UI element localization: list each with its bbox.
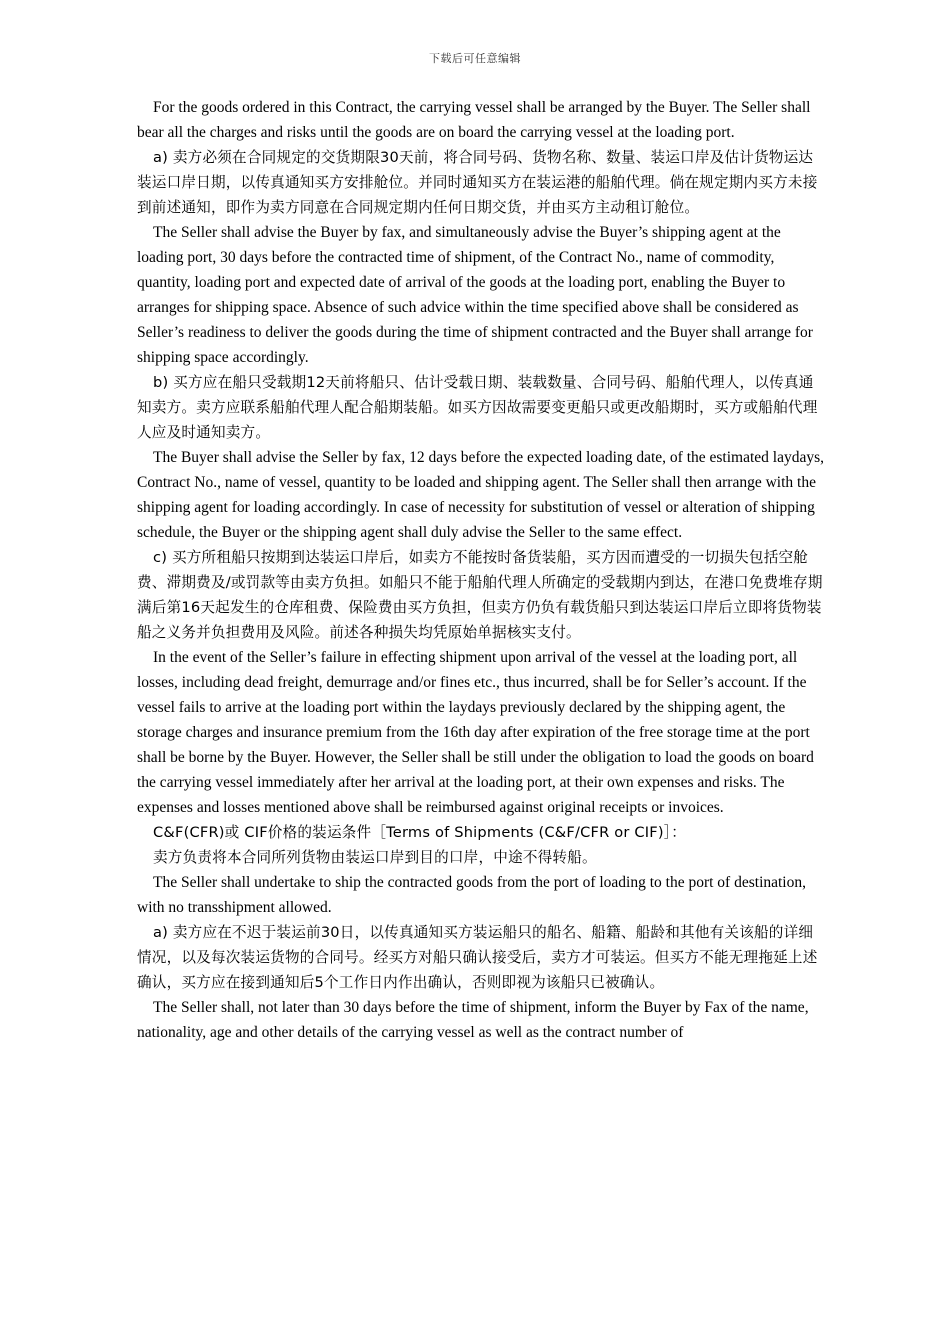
paragraph-clause-b-zh: b) 买方应在船只受载期12天前将船只、估计受载日期、装载数量、合同号码、船舶代理人，以传真通知卖方。卖方应联系船舶代理人配合船期装船。如买方因故需要变更船只或更改船期时，买方或船舶代理人应及时通知卖方。	[137, 374, 818, 441]
paragraph-buyer-arranges-vessel: For the goods ordered in this Contract, the carrying vessel shall be arranged by the Buyer. The Seller shall bear all the charges and risks until the goods are on board the carrying vessel at the loading port.	[137, 99, 811, 141]
page-header: 下载后可任意编辑	[429, 52, 521, 65]
paragraph-clause-c-en: In the event of the Seller’s failure in effecting shipment upon arrival of the vessel at the loading port, all losses, including dead freight, demurrage and/or fines etc., thus incurred, shall be for Seller’s account. If the vessel fails to arrive at the loading port within the laydays previously declared by the shipping agent, the storage charges and insurance premium from the 16th day after expiration of the free storage time at the port shall be borne by the Buyer. However, the Seller shall be still under the obligation to load the goods on board the carrying vessel immediately after her arrival at the loading port, at their own expenses and risks. The expenses and losses mentioned above shall be reimbursed against original receipts or invoices.	[137, 649, 814, 816]
paragraph-cfr-clause-a-zh: a) 卖方应在不迟于装运前30日，以传真通知买方装运船只的船名、船籍、船龄和其他有关该船的详细情况，以及每次装运货物的合同号。经买方对船只确认接受后，卖方才可装运。但买方不能无理拖延上述确认，买方应在接到通知后5个工作日内作出确认，否则即视为该船只已被确认。	[137, 924, 818, 991]
section-heading-cfr-cif: C&F(CFR)或 CIF价格的装运条件［Terms of Shipments (C&F/CFR or CIF)］：	[153, 824, 687, 841]
paragraph-clause-a-en: The Seller shall advise the Buyer by fax, and simultaneously advise the Buyer’s shipping agent at the loading port, 30 days before the contracted time of shipment, of the Contract No., name of commodity, quantity, loading port and expected date of arrival of the goods at the loading port, enabling the Buyer to arranges for shipping space. Absence of such advice within the time specified above shall be considered as Seller’s readiness to deliver the goods during the time of shipment contracted and the Buyer shall arrange for shipping space accordingly.	[137, 224, 813, 366]
paragraph-clause-a-zh: a) 卖方必须在合同规定的交货期限30天前，将合同号码、货物名称、数量、装运口岸及估计货物运达装运口岸日期，以传真通知买方安排舱位。并同时通知买方在装运港的船舶代理。倘在规定期内买方未接到前述通知，即作为卖方同意在合同规定期内任何日期交货，并由买方主动租订舱位。	[137, 149, 818, 216]
paragraph-clause-b-en: The Buyer shall advise the Seller by fax, 12 days before the expected loading date, of the estimated laydays, Contract No., name of vessel, quantity to be loaded and shipping agent. The Seller shall then arrange with the shipping agent for loading accordingly. In case of necessity for substitution of vessel or alteration of shipping schedule, the Buyer or the shipping agent shall duly advise the Seller to the same effect.	[137, 449, 825, 541]
paragraph-clause-c-zh: c) 买方所租船只按期到达装运口岸后，如卖方不能按时备货装船，买方因而遭受的一切损失包括空舱费、滞期费及/或罚款等由卖方负担。如船只不能于船舶代理人所确定的受载期内到达，在港口免费堆存期满后第16天起发生的仓库租费、保险费由买方负担，但卖方仍负有载货船只到达装运口岸后立即将货物装船之义务并负担费用及风险。前述各种损失均凭原始单据核实支付。	[137, 549, 823, 641]
paragraph-no-transshipment-zh: 卖方负责将本合同所列货物由装运口岸到目的口岸，中途不得转船。	[153, 849, 597, 866]
document-body	[137, 95, 827, 1045]
paragraph-no-transshipment-en: The Seller shall undertake to ship the contracted goods from the port of loading to the port of destination, with no transshipment allowed.	[137, 874, 806, 916]
paragraph-cfr-clause-a-en: The Seller shall, not later than 30 days before the time of shipment, inform the Buyer by Fax of the name, nationality, age and other details of the carrying vessel as well as the contract number of	[137, 999, 809, 1041]
